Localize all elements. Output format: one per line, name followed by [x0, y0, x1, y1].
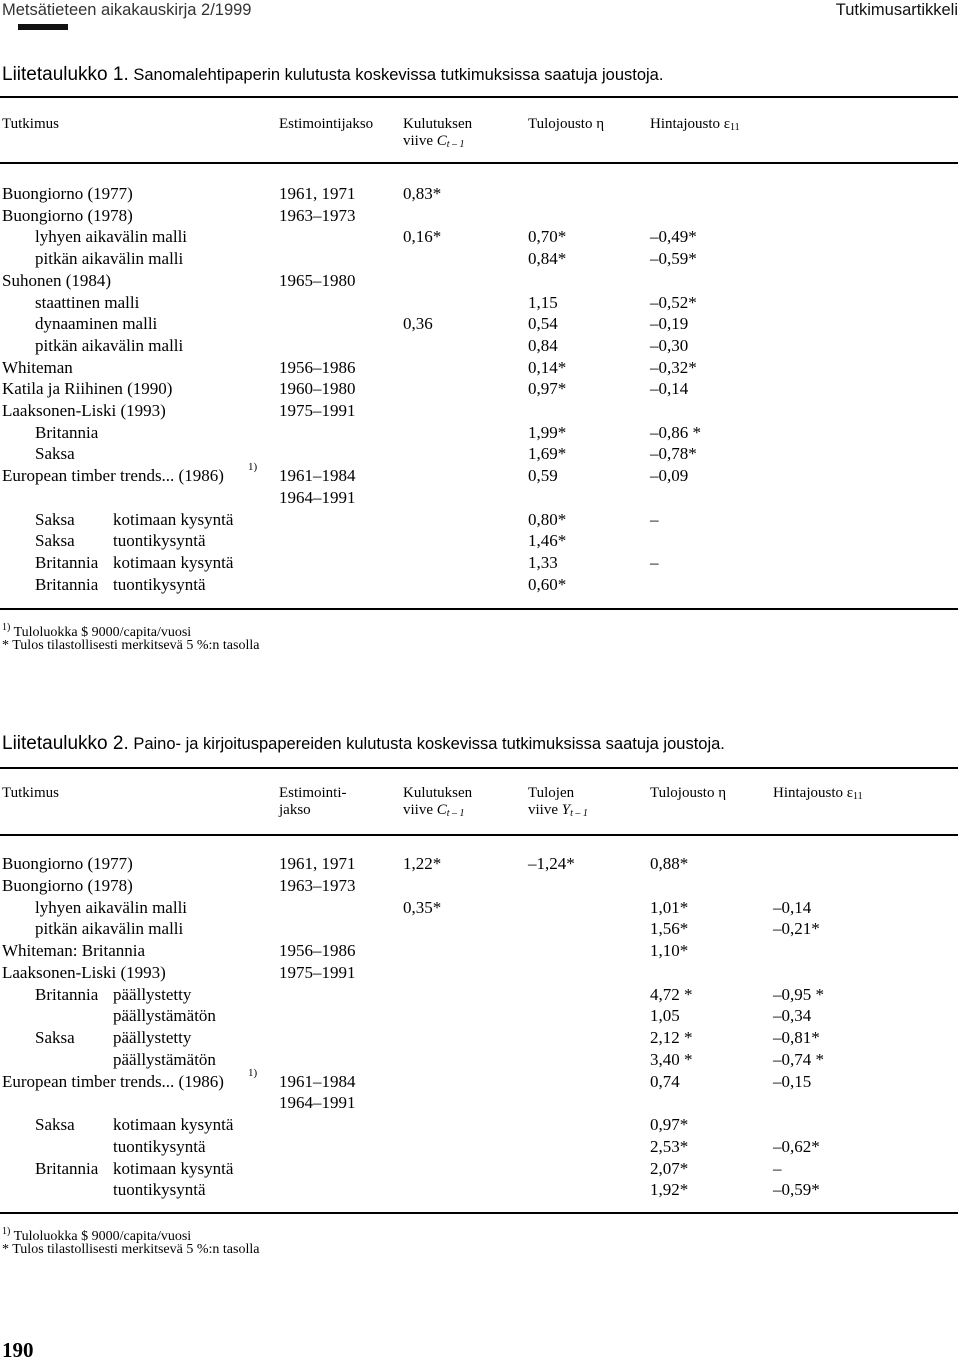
cell-income: 1,56* [650, 919, 689, 939]
cell-study: European timber trends... (1986) [2, 1071, 224, 1091]
cell-income: 0,14* [528, 357, 567, 377]
cell-income: 2,12 * [650, 1028, 693, 1047]
cell-price: –0,81* [773, 1028, 820, 1047]
cell-income: 0,60* [528, 574, 567, 594]
cell-price: – [773, 1158, 782, 1178]
page-number: 190 [2, 1338, 34, 1362]
cell-price: –0,32* [650, 357, 697, 377]
cell-price: –0,59* [773, 1180, 820, 1200]
cell-income: 0,88* [650, 854, 689, 873]
table1-header-lag-line1: Kulutuksen [403, 116, 473, 132]
cell-price: –0,14 [773, 897, 812, 917]
cell-income: 0,97* [650, 1115, 689, 1134]
table1-footnote-2: * Tulos tilastollisesti merkitsevä 5 %:n tasolla [2, 638, 260, 653]
cell-study: Whiteman [2, 357, 73, 377]
cell-price: –0,09 [650, 466, 689, 486]
cell-detail: päällystetty [113, 984, 192, 1004]
cell-study: Whiteman: Britannia [2, 941, 146, 960]
cell-study: Saksa [35, 1115, 75, 1134]
table1-caption [2, 64, 663, 86]
cell-detail: tuontikysyntä [113, 531, 206, 551]
table1-footnote-1-text: Tuloluokka $ 9000/capita/vuosi [10, 625, 192, 640]
table1-header-rule [0, 162, 958, 164]
cell-price: –0,30 [650, 335, 689, 355]
table2-header-lag-line1: Kulutuksen [403, 785, 473, 801]
table2-bottom-rule [0, 1212, 958, 1214]
cell-period: 1964–1991 [279, 1093, 356, 1113]
cell-lag: 1,22* [403, 854, 442, 873]
cell-price: –0,21* [773, 919, 820, 939]
cell-lag: 0,83* [403, 184, 442, 203]
cell-detail: kotimaan kysyntä [113, 509, 234, 529]
cell-income: 0,97* [528, 379, 567, 399]
table1-header-lag-sub [447, 139, 465, 150]
cell-study: lyhyen aikavälin malli [35, 227, 188, 247]
cell-income: 0,70* [528, 227, 567, 247]
cell-price: –0,86 * [650, 422, 701, 442]
cell-price: –0,34 [773, 1006, 812, 1026]
cell-study: Laaksonen-Liski (1993) [2, 401, 166, 420]
cell-income: 3,40 * [650, 1049, 693, 1069]
cell-period: 1960–1980 [279, 379, 356, 399]
cell-study: Saksa [35, 444, 75, 464]
cell-income: 1,01* [650, 897, 689, 917]
cell-study: pitkän aikavälin malli [35, 249, 184, 269]
table1-header-price-prefix: Hintajousto ε [650, 116, 731, 132]
table2-footnote-1-text: Tuloluokka $ 9000/capita/vuosi [10, 1229, 192, 1244]
cell-detail: 1) [248, 1066, 258, 1079]
cell-lag: 0,35* [403, 897, 442, 917]
cell-detail: tuontikysyntä [113, 574, 206, 594]
table2-header-lag-var: C [436, 802, 447, 818]
cell-detail: tuontikysyntä [113, 1136, 206, 1156]
cell-price: –0,62* [773, 1136, 820, 1156]
cell-study: pitkän aikavälin malli [35, 919, 184, 939]
cell-lag: 0,36 [403, 314, 433, 334]
cell-study: Britannia [35, 1158, 99, 1178]
table1-header-income: Tulojousto η [528, 116, 605, 132]
cell-price: –0,14 [650, 379, 689, 399]
cell-study: Katila ja Riihinen (1990) [2, 379, 173, 399]
cell-study: Saksa [35, 531, 75, 551]
table1-header-lag [403, 116, 472, 150]
table2-header-inclag-sub-text: t – 1 [570, 808, 588, 819]
cell-period: 1963–1973 [279, 205, 356, 225]
cell-income: 1,46* [528, 531, 567, 551]
cell-study: Britannia [35, 574, 99, 594]
table1-header-lag-prefix: viive [403, 133, 437, 149]
cell-price: –0,95 * [773, 984, 824, 1004]
cell-income: 0,84 [528, 335, 558, 355]
cell-study: Buongiorno (1977) [2, 854, 133, 873]
table2-header-inclag-var: Y [561, 802, 571, 818]
cell-study: Saksa [35, 1028, 75, 1047]
cell-income: 2,53* [650, 1136, 689, 1156]
journal-title: Metsätieteen aikakauskirja 2/1999 [2, 1, 252, 19]
cell-period: 1956–1986 [279, 941, 356, 960]
table2-header-inclag-line1: Tulojen [528, 785, 575, 801]
table1-header-price-sub: 11 [730, 122, 740, 133]
table1-title: Sanomalehtipaperin kulutusta koskevissa tutkimuksissa saatuja joustoja. [128, 66, 664, 84]
cell-period: 1961, 1971 [279, 854, 356, 873]
cell-detail: 1) [248, 461, 258, 474]
cell-detail: kotimaan kysyntä [113, 552, 234, 572]
table2-title: Paino- ja kirjoituspapereiden kulutusta koskevissa tutkimuksissa saatuja joustoja. [128, 735, 725, 753]
cell-price: –0,49* [650, 227, 697, 247]
table2-footnote-mark: 1) [2, 1226, 11, 1237]
cell-income: 4,72 * [650, 984, 693, 1004]
table1-bottom-rule [0, 608, 958, 610]
table1-header-lag-sub-text: t – 1 [446, 139, 465, 150]
cell-price: – [650, 509, 659, 529]
cell-inclag: –1,24* [528, 854, 575, 873]
cell-income: 0,84* [528, 249, 567, 269]
cell-income: 1,92* [650, 1180, 689, 1200]
cell-detail: kotimaan kysyntä [113, 1115, 234, 1134]
cell-study: staattinen malli [35, 292, 140, 312]
cell-period: 1964–1991 [279, 487, 356, 507]
table2-header-rule [0, 834, 958, 836]
cell-income: 2,07* [650, 1158, 689, 1178]
header-bar [18, 24, 68, 30]
cell-detail: tuontikysyntä [113, 1180, 206, 1200]
cell-price: –0,74 * [773, 1049, 824, 1069]
cell-income: 0,54 [528, 314, 558, 334]
cell-period: 1975–1991 [279, 962, 356, 982]
table2-header-study: Tutkimus [2, 785, 59, 801]
table2-header-price-prefix: Hintajousto ε [773, 785, 854, 801]
cell-period: 1965–1980 [279, 270, 356, 290]
cell-price: –0,59* [650, 249, 697, 269]
cell-study: dynaaminen malli [35, 314, 158, 334]
table2-header-price [773, 785, 863, 802]
cell-income: 1,15 [528, 292, 558, 312]
cell-detail: päällystämätön [113, 1006, 216, 1026]
cell-study: lyhyen aikavälin malli [35, 897, 188, 917]
table2-header-price-sub: 11 [853, 791, 863, 802]
cell-study: Britannia [35, 984, 99, 1004]
table2-header-income: Tulojousto η [650, 785, 727, 801]
table2-header-lag [403, 785, 472, 819]
table2-header-lag-sub-text: t – 1 [446, 808, 465, 819]
table2-header-period [279, 785, 347, 819]
cell-period: 1961, 1971 [279, 184, 356, 203]
cell-study: Buongiorno (1978) [2, 875, 133, 895]
cell-period: 1961–1984 [279, 1071, 356, 1091]
cell-study: Britannia [35, 552, 99, 572]
cell-income: 0,80* [528, 509, 567, 529]
cell-income: 1,99* [528, 422, 567, 442]
cell-study: Buongiorno (1977) [2, 184, 133, 203]
cell-income: 1,10* [650, 941, 689, 960]
cell-period: 1961–1984 [279, 466, 356, 486]
cell-period: 1963–1973 [279, 875, 356, 895]
table2-header-inclag [528, 785, 588, 819]
table1-header-study: Tutkimus [2, 116, 59, 132]
table1-top-rule [0, 96, 958, 98]
cell-detail: kotimaan kysyntä [113, 1158, 234, 1178]
cell-study: Britannia [35, 422, 99, 442]
table2-header-period-line1: Estimointi- [279, 785, 347, 801]
table2-header-inclag-sub [570, 808, 588, 819]
table1-header-lag-var: C [436, 133, 447, 149]
cell-price: –0,19 [650, 314, 689, 334]
cell-study: European timber trends... (1986) [2, 466, 224, 486]
table2-header-period-line2: jakso [279, 802, 311, 818]
table1-header-price [650, 116, 740, 133]
cell-detail: päällystetty [113, 1028, 192, 1047]
cell-price: – [650, 552, 659, 572]
cell-period: 1956–1986 [279, 357, 356, 377]
table1-footnote-mark: 1) [2, 622, 11, 633]
table1-label: Liitetaulukko 1. [2, 64, 129, 85]
cell-income: 0,59 [528, 466, 558, 486]
table2-caption [2, 733, 725, 755]
table2-top-rule [0, 767, 958, 769]
table2-footnote-2: * Tulos tilastollisesti merkitsevä 5 %:n tasolla [2, 1242, 260, 1257]
table2-header-inclag-prefix: viive [528, 802, 562, 818]
cell-detail: päällystämätön [113, 1049, 216, 1069]
cell-study: Laaksonen-Liski (1993) [2, 962, 166, 982]
cell-period: 1975–1991 [279, 401, 356, 420]
cell-price: –0,15 [773, 1071, 812, 1091]
cell-lag: 0,16* [403, 227, 442, 247]
table2-header-lag-sub [447, 808, 465, 819]
cell-study: pitkän aikavälin malli [35, 335, 184, 355]
cell-income: 1,33 [528, 552, 558, 572]
cell-income: 1,05 [650, 1006, 680, 1026]
cell-income: 1,69* [528, 444, 567, 464]
cell-price: –0,78* [650, 444, 697, 464]
section-label: Tutkimusartikkeli [835, 1, 958, 19]
cell-study: Buongiorno (1978) [2, 205, 133, 225]
cell-price: –0,52* [650, 292, 697, 312]
table2-label: Liitetaulukko 2. [2, 733, 129, 754]
table2-header-lag-prefix: viive [403, 802, 437, 818]
cell-study: Suhonen (1984) [2, 270, 112, 290]
cell-income: 0,74 [650, 1071, 680, 1091]
table1-header-period: Estimointijakso [279, 116, 374, 132]
cell-study: Saksa [35, 509, 75, 529]
